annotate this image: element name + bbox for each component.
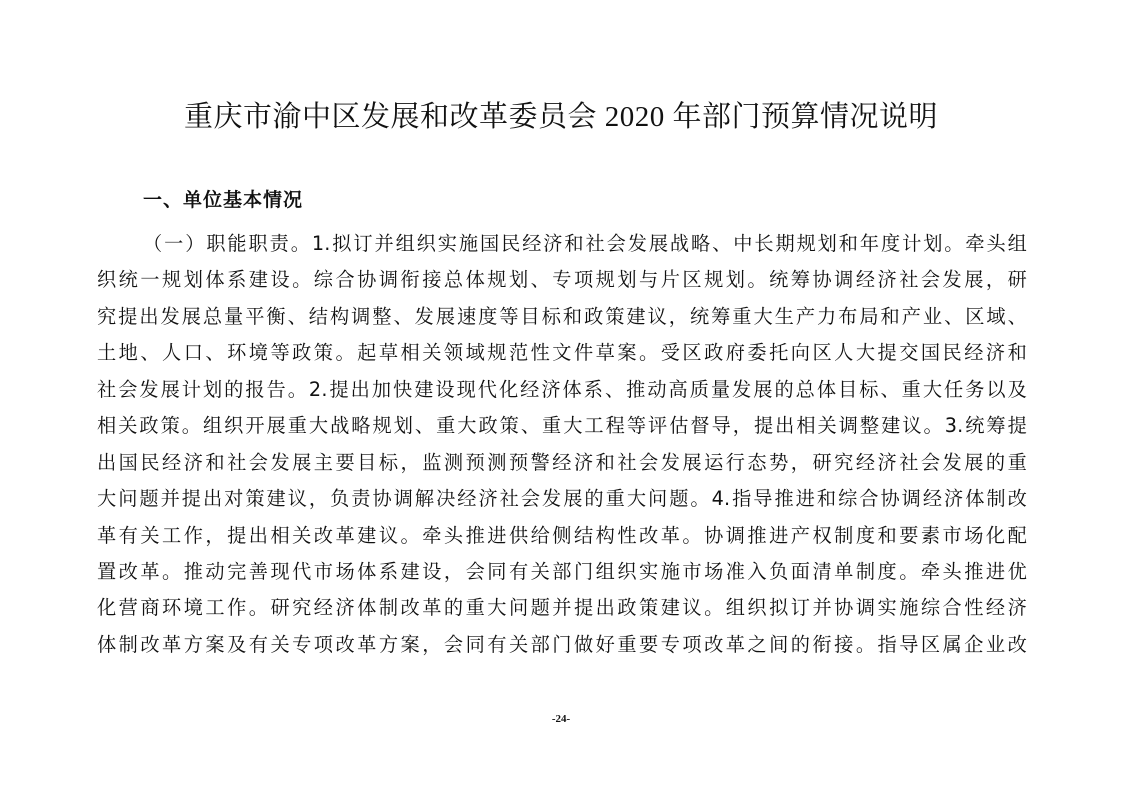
title-main: 重庆市渝中区发展和改革委员会: [183, 99, 597, 133]
page-number: -24-: [551, 713, 571, 725]
paragraph-line: 置改革。推动完善现代市场体系建设，会同有关部门组织实施市场准入负面清单制度。牵头推进优: [97, 559, 1027, 583]
paragraph-line: 出国民经济和社会发展主要目标，监测预测预警经济和社会发展运行态势，研究经济社会发展的重: [97, 450, 1027, 474]
paragraph-line: 大问题并提出对策建议，负责协调解决经济社会发展的重大问题。4.指导推进和综合协调经济体制改: [97, 487, 1027, 511]
section-heading: 一、单位基本情况: [143, 189, 304, 211]
paragraph-line: 体制改革方案及有关专项改革方案，会同有关部门做好重要专项改革之间的衔接。指导区属企业改: [97, 632, 1027, 656]
title-rest: 年部门预算情况说明: [672, 99, 939, 133]
paragraph-line: 相关政策。组织开展重大战略规划、重大政策、重大工程等评估督导，提出相关调整建议。3.统筹提: [97, 414, 1027, 438]
title-year: 2020: [597, 101, 673, 133]
paragraph-line: 革有关工作，提出相关改革建议。牵头推进供给侧结构性改革。协调推进产权制度和要素市场化配: [97, 523, 1027, 547]
paragraph-line: 土地、人口、环境等政策。起草相关领域规范性文件草案。受区政府委托向区人大提交国民经济和: [97, 341, 1027, 365]
paragraph-line: 究提出发展总量平衡、结构调整、发展速度等目标和政策建议，统筹重大生产力布局和产业、区域、: [97, 304, 1027, 328]
body-paragraph: [97, 226, 1027, 663]
page-title: [0, 96, 1122, 137]
paragraph-line: 织统一规划体系建设。综合协调衔接总体规划、专项规划与片区规划。统筹协调经济社会发展，研: [97, 268, 1027, 292]
paragraph-line: 社会发展计划的报告。2.提出加快建设现代化经济体系、推动高质量发展的总体目标、重大任务以及: [97, 377, 1027, 401]
paragraph-line: （一）职能职责。1.拟订并组织实施国民经济和社会发展战略、中长期规划和年度计划。牵头组: [143, 232, 1027, 255]
paragraph-line: 化营商环境工作。研究经济体制改革的重大问题并提出政策建议。组织拟订并协调实施综合性经济: [97, 596, 1027, 620]
